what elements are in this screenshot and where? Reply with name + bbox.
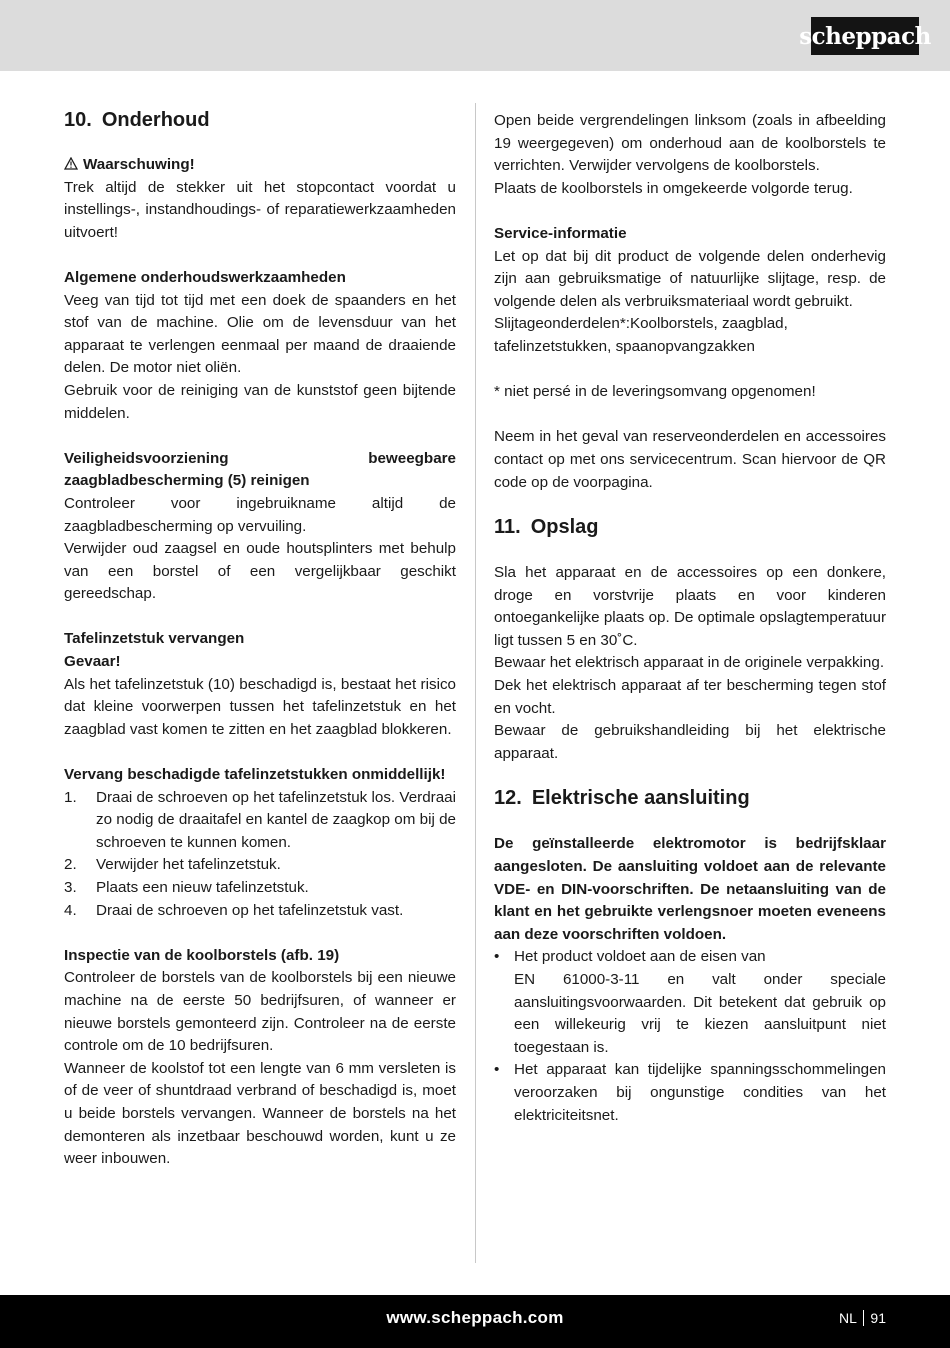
left-column: [64, 105, 456, 1171]
blade-guard-heading: Veiligheidsvoorziening beweegbare zaagbladbescherming (5) reinigen: [64, 449, 456, 490]
wear-parts-text: Slijtageonderdelen*:Koolborstels, zaagblad, tafelinzetstukken, spaanopvangzakken: [494, 315, 788, 355]
warning-text: Trek altijd de stekker uit het stopcontact voordat u instellings-, instandhoudings- of reparatiewerkzaamheden uitvoert!: [64, 178, 456, 241]
page-number: 91: [870, 1310, 886, 1326]
replacement-steps: [64, 787, 456, 923]
electrical-bullets: [494, 946, 886, 1127]
general-maintenance-text-2: Gebruik voor de reiniging van de kunststof geen bijtende middelen.: [64, 381, 456, 422]
warning-heading: [64, 154, 456, 177]
column-divider: [475, 103, 476, 1263]
section-title: Opslag: [530, 516, 599, 539]
list-item: • Het product voldoet aan de eisen van EN 61000-3-11 en valt onder speciale aansluitingsvoorwaarden. Dit betekent dat gebruik op een willekeurig vrij te kiezen aansluitpunt niet toegestaan is.: [494, 946, 886, 1059]
carbon-brushes-text-2: Wanneer de koolstof tot een lengte van 6 mm versleten is of de veer of shuntdraad verbrand of beschadigd is, moet u beide borstels vervangen. Wanneer de borstels na het demonteren als inzetbaar beschouwd worden, kunt u ze weer inbouwen.: [64, 1059, 456, 1168]
general-maintenance-text: Veeg van tijd tot tijd met een doek de spaanders en het stof van de machine. Olie om de levensduur van het apparaat te verlengen eenmaal per maand de draaiende delen. De motor niet oliën.: [64, 291, 456, 377]
blade-guard-text: Controleer voor ingebruikname altijd de zaagbladbescherming op vervuiling.: [64, 494, 456, 535]
section-number: 11.: [494, 516, 521, 539]
carbon-brushes-heading: Inspectie van de koolborstels (afb. 19): [64, 946, 340, 964]
website-link[interactable]: www.scheppach.com: [386, 1308, 564, 1327]
section-11-heading: [494, 512, 886, 542]
blade-guard-text-2: Verwijder oud zaagsel en oude houtsplinters met behulp van een borstel of een vergelijkbaar geschikt gereedschap.: [64, 540, 456, 603]
section-12-heading: [494, 783, 886, 813]
list-item: 4. Draai de schroeven op het tafelinzetstuk vast.: [64, 901, 404, 919]
replace-insert-heading: Vervang beschadigde tafelinzetstukken onmiddellijk!: [64, 766, 446, 784]
brushes-reinstall-text: Plaats de koolborstels in omgekeerde volgorde terug.: [494, 179, 853, 197]
table-insert-text: Als het tafelinzetstuk (10) beschadigd is, bestaat het risico dat kleine voorwerpen tussen het tafelinzetstuk en het zaagblad vast komen te zitten en het zaagblad blokkeren.: [64, 675, 456, 738]
danger-label: Gevaar!: [64, 653, 121, 671]
spare-parts-text: Neem in het geval van reserveonderdelen en accessoires contact op met ons servicecentrum. Scan hiervoor de QR code op de voorpagina.: [494, 428, 886, 491]
brand-logo: scheppach: [811, 17, 919, 55]
section-title: Onderhoud: [101, 109, 210, 131]
warning-title: Waarschuwing!: [83, 156, 195, 173]
footer-bar: [0, 1295, 950, 1348]
service-info-heading: Service-informatie: [494, 224, 627, 242]
storage-text-3: Dek het elektrisch apparaat af ter bescherming tegen stof en vocht.: [494, 677, 886, 717]
section-title: Elektrische aansluiting: [531, 787, 750, 810]
carbon-brushes-text: Controleer de borstels van de koolborstels bij een nieuwe machine na de eerste 50 bedrijfsuren, of wanneer er nieuwe borstels gemonteerd zijn. Controleer na de eerste controle om de 10 bedrijfsuren.: [64, 969, 456, 1055]
divider: [863, 1310, 865, 1326]
list-item: • Het apparaat kan tijdelijke spanningsschommelingen veroorzaken bij ongunstige condities van het elektriciteitsnet.: [494, 1059, 886, 1127]
section-10-heading: [64, 105, 456, 135]
warning-icon: [64, 154, 79, 177]
bullet-icon: •: [494, 948, 500, 966]
section-number: 12.: [494, 787, 522, 810]
list-item: 2. Verwijder het tafelinzetstuk.: [64, 856, 281, 874]
section-number: 10.: [64, 109, 92, 131]
electrical-connection-text: De geïnstalleerde elektromotor is bedrijfsklaar aangesloten. De aansluiting voldoet aan de relevante VDE- en DIN-voorschriften. De netaansluiting van de klant en het gebruikte verlengsnoer moeten eveneens aan deze voorschriften voldoen.: [494, 835, 886, 943]
table-insert-heading: Tafelinzetstuk vervangen: [64, 630, 245, 648]
storage-text-2: Bewaar het elektrisch apparaat in de originele verpakking.: [494, 654, 885, 672]
service-info-text: Let op dat bij dit product de volgende delen onderhevig zijn aan gebruiksmatige of natuurlijke slijtage, resp. de volgende delen als verbruiksmateriaal wordt gebruikt.: [494, 247, 886, 310]
right-column: [494, 110, 886, 1127]
page-indicator: [839, 1310, 886, 1326]
general-maintenance-heading: Algemene onderhoudswerkzaamheden: [64, 268, 346, 286]
storage-text: Sla het apparaat en de accessoires op een donkere, droge en vorstvrije plaats en voor kinderen ontoegankelijke plaats op. De optimale opslagtemperatuur ligt tussen 5 en 30˚C.: [494, 564, 886, 649]
bullet-icon: •: [494, 1061, 500, 1079]
header-bar: [0, 0, 950, 71]
list-item: 1. Draai de schroeven op het tafelinzetstuk los. Verdraai zo nodig de draaitafel en kantel de zaagkop om bij de schroeven te kunnen komen.: [64, 788, 456, 851]
brushes-continued-text: Open beide vergrendelingen linksom (zoals in afbeelding 19 weergegeven) om onderhoud aan de koolborstels te verrichten. Verwijder vervolgens de koolborstels.: [494, 112, 886, 175]
list-item: 3. Plaats een nieuw tafelinzetstuk.: [64, 879, 309, 896]
language-code: NL: [839, 1310, 857, 1326]
footnote-text: * niet persé in de leveringsomvang opgenomen!: [494, 383, 816, 401]
storage-text-4: Bewaar de gebruikshandleiding bij het elektrische apparaat.: [494, 722, 886, 762]
